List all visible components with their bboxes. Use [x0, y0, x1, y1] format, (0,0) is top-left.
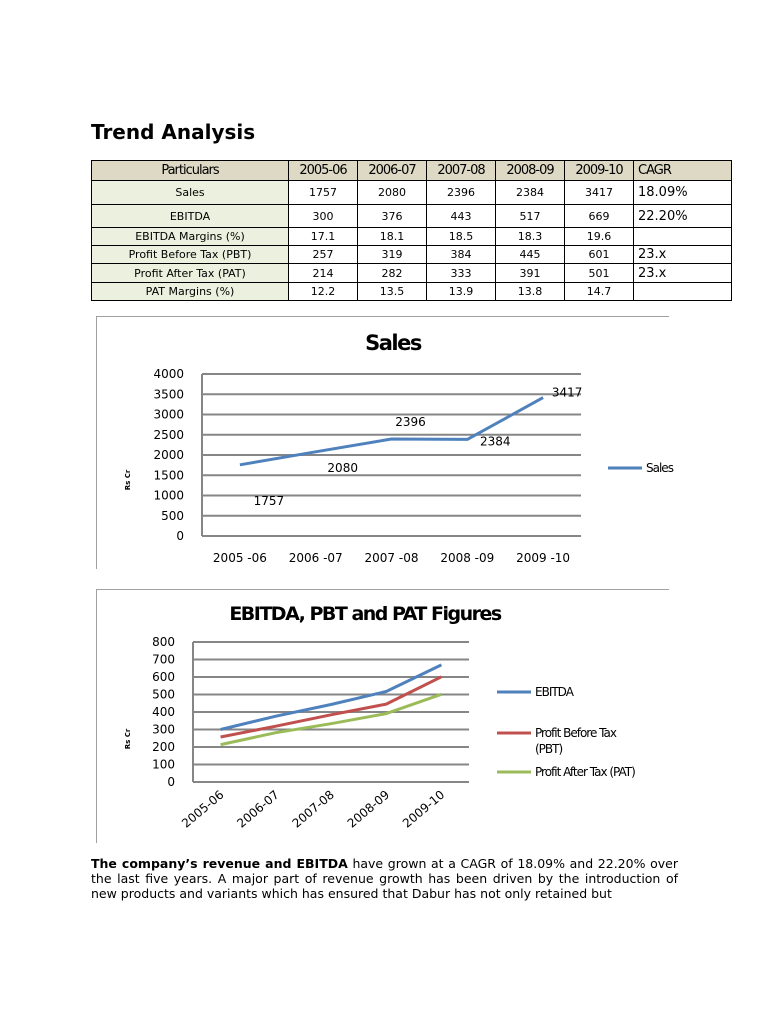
data-label: 2396 [395, 414, 426, 429]
ebitda-pbt-pat-chart-svg [97, 590, 669, 843]
y-tick-label: 1000 [153, 488, 184, 503]
data-label: 3417 [551, 385, 583, 400]
y-tick-label: 700 [152, 652, 175, 667]
table-cell: 2396 [427, 181, 496, 205]
paragraph-bold-lead: The company’s revenue and EBITDA [91, 856, 348, 871]
table-cell: 391 [496, 264, 565, 283]
x-tick-label: 2009-10 [399, 787, 448, 831]
table-row [92, 246, 732, 264]
series-line-ebitda [221, 665, 442, 730]
header-cell: 2007-08 [427, 161, 496, 181]
ebitda-pbt-pat-chart [96, 589, 669, 843]
table-cell: 517 [496, 205, 565, 228]
table-cell: 333 [427, 264, 496, 283]
legend-label: Profit Before Tax [535, 726, 616, 740]
page-title: Trend Analysis [91, 120, 256, 144]
table-header-row [92, 161, 732, 181]
table-cell: 443 [427, 205, 496, 228]
table-cell: 17.1 [289, 228, 358, 246]
header-cell: 2009-10 [565, 161, 634, 181]
cagr-cell [634, 228, 732, 246]
y-tick-label: 500 [152, 687, 175, 702]
header-cell: CAGR [634, 161, 732, 181]
row-label: EBITDA [92, 205, 289, 228]
table-cell: 14.7 [565, 283, 634, 301]
chart-title: Sales [365, 331, 421, 355]
table-cell: 18.3 [496, 228, 565, 246]
y-tick-label: 200 [152, 740, 175, 754]
table-cell: 384 [427, 246, 496, 264]
y-tick-label: 4000 [153, 367, 184, 381]
row-label: PAT Margins (%) [92, 283, 289, 301]
table-cell: 19.6 [565, 228, 634, 246]
data-label: 2080 [327, 460, 358, 475]
table-row [92, 283, 732, 301]
header-cell: 2008-09 [496, 161, 565, 181]
x-tick-label: 2008-09 [344, 787, 393, 831]
table-cell: 13.8 [496, 283, 565, 301]
series-line-profit-after-tax-pat [221, 694, 442, 744]
table-cell: 12.2 [289, 283, 358, 301]
table-cell: 3417 [565, 181, 634, 205]
table-cell: 2080 [358, 181, 427, 205]
cagr-cell: 23.x [634, 264, 732, 283]
x-tick-label: 2005 -06 [212, 551, 267, 565]
x-tick-label: 2009 -10 [516, 551, 571, 565]
table-row [92, 264, 732, 283]
table-cell: 669 [565, 205, 634, 228]
trend-table-container [91, 160, 688, 298]
table-cell: 501 [565, 264, 634, 283]
table-cell: 214 [289, 264, 358, 283]
x-tick-label: 2008 -09 [440, 551, 495, 565]
x-tick-label: 2005-06 [179, 787, 227, 831]
row-label: Profit After Tax (PAT) [92, 264, 289, 283]
table-cell: 445 [496, 246, 565, 264]
x-tick-label: 2007 -08 [364, 551, 419, 565]
y-tick-label: 0 [176, 529, 184, 543]
header-cell: 2005-06 [289, 161, 358, 181]
cagr-cell: 22.20% [634, 205, 732, 228]
y-tick-label: 800 [152, 635, 175, 649]
y-tick-label: 300 [152, 722, 175, 737]
table-cell: 319 [358, 246, 427, 264]
data-label: 1757 [253, 493, 285, 508]
legend-label: (PBT) [535, 742, 563, 756]
paragraph-text: have grown at a CAGR of 18.09% and 22.20% over the last five years. A major part of revenue growth has been driven by the introduction of new products and variants which has ensured that Dabur has not only retained but [91, 856, 678, 901]
legend-label: Sales [646, 461, 673, 475]
row-label: Sales [92, 181, 289, 205]
y-axis-title: Rs Cr [124, 728, 132, 750]
y-axis-title: Rs Cr [124, 469, 132, 491]
cagr-cell: 23.x [634, 246, 732, 264]
table-cell: 13.5 [358, 283, 427, 301]
y-tick-label: 2000 [153, 448, 184, 462]
y-tick-label: 0 [167, 775, 175, 789]
table-row [92, 205, 732, 228]
table-cell: 13.9 [427, 283, 496, 301]
y-tick-label: 100 [152, 757, 175, 772]
chart-title: EBITDA, PBT and PAT Figures [229, 603, 501, 625]
table-cell: 18.5 [427, 228, 496, 246]
table-row [92, 228, 732, 246]
row-label: EBITDA Margins (%) [92, 228, 289, 246]
x-tick-label: 2007-08 [289, 787, 337, 831]
y-tick-label: 3500 [153, 387, 184, 402]
row-label: Profit Before Tax (PBT) [92, 246, 289, 264]
legend-label: EBITDA [535, 685, 573, 699]
body-paragraph [91, 856, 678, 902]
cagr-cell: 18.09% [634, 181, 732, 205]
table-cell: 376 [358, 205, 427, 228]
x-tick-label: 2006-07 [234, 787, 282, 831]
table-cell: 282 [358, 264, 427, 283]
y-tick-label: 2500 [153, 427, 184, 442]
sales-chart [96, 316, 673, 569]
data-label: 2384 [480, 434, 511, 449]
x-tick-label: 2006 -07 [288, 551, 343, 565]
y-tick-label: 3000 [153, 407, 184, 422]
sales-chart-svg [97, 317, 673, 569]
table-cell: 18.1 [358, 228, 427, 246]
table-cell: 601 [565, 246, 634, 264]
y-tick-label: 500 [161, 508, 184, 523]
header-cell: Particulars [92, 161, 289, 181]
y-tick-label: 400 [152, 705, 175, 719]
table-cell: 2384 [496, 181, 565, 205]
table-row [92, 181, 732, 205]
y-tick-label: 1500 [153, 468, 184, 483]
trend-table [91, 160, 732, 301]
table-cell: 257 [289, 246, 358, 264]
legend-label: Profit After Tax (PAT) [535, 765, 635, 779]
table-cell: 1757 [289, 181, 358, 205]
header-cell: 2006-07 [358, 161, 427, 181]
table-cell: 300 [289, 205, 358, 228]
cagr-cell [634, 283, 732, 301]
y-tick-label: 600 [152, 670, 175, 684]
